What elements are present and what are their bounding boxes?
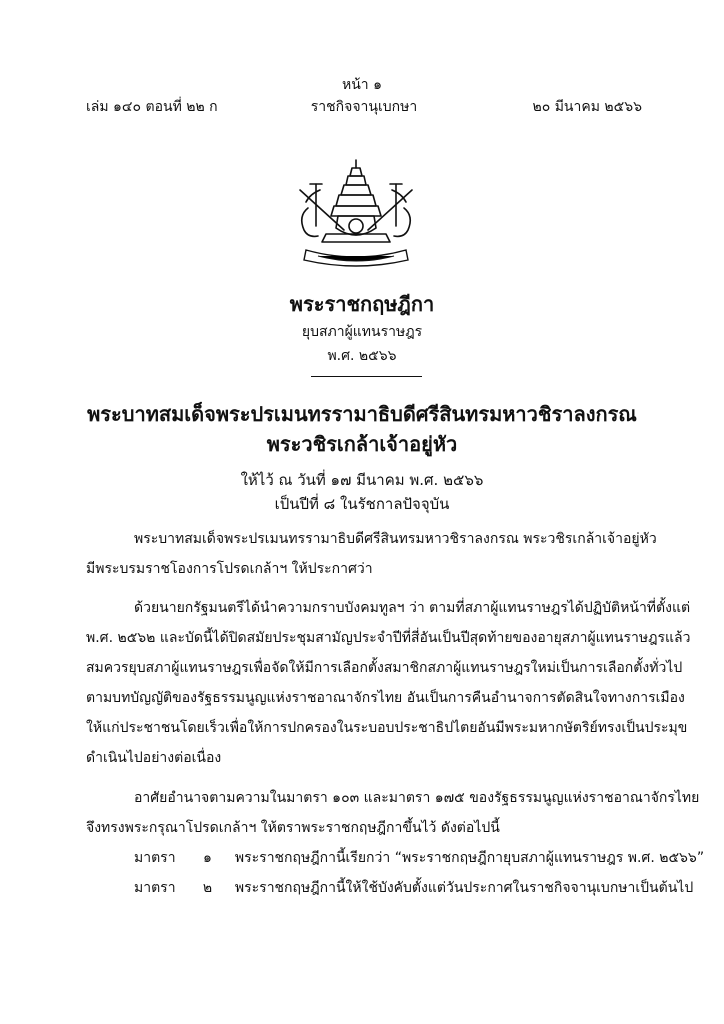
king-name-line2: พระวชิรเกล้าเจ้าอยู่หัว <box>266 432 458 456</box>
gazette-name: ราชกิจจานุเบกษา <box>310 99 418 115</box>
decree-subject: ยุบสภาผู้แทนราษฎร <box>301 324 423 340</box>
page-number: หน้า ๑ <box>342 77 382 93</box>
section-number: ๒ <box>202 880 213 896</box>
section-text: พระราชกฤษฎีกานี้เรียกว่า “พระราชกฤษฎีกายุบสภาผู้แทนราษฎร พ.ศ. ๒๕๖๖” <box>234 850 705 866</box>
paragraph-line: อาศัยอำนาจตามความในมาตรา ๑๐๓ และมาตรา ๑๗๕ ของรัฐธรรมนูญแห่งราชอาณาจักรไทย <box>134 790 700 806</box>
section-label: มาตรา <box>134 880 176 896</box>
king-name-line1: พระบาทสมเด็จพระปรเมนทรรามาธิบดีศรีสินทรมหาวชิราลงกรณ <box>87 402 637 426</box>
paragraph-line: ตามบทบัญญัติของรัฐธรรมนูญแห่งราชอาณาจักรไทย อันเป็นการคืนอำนาจการตัดสินใจทางการเมือง <box>86 690 685 706</box>
volume-issue: เล่ม ๑๔๐ ตอนที่ ๒๒ ก <box>86 99 218 115</box>
paragraph-line: พระบาทสมเด็จพระปรเมนทรรามาธิบดีศรีสินทรมหาวชิราลงกรณ พระวชิรเกล้าเจ้าอยู่หัว <box>134 531 657 547</box>
given-date: ให้ไว้ ณ วันที่ ๑๗ มีนาคม พ.ศ. ๒๕๖๖ <box>240 471 484 489</box>
paragraph-line: จึงทรงพระกรุณาโปรดเกล้าฯ ให้ตราพระราชกฤษฎีกาขึ้นไว้ ดังต่อไปนี้ <box>86 820 500 836</box>
publication-date: ๒๐ มีนาคม ๒๕๖๖ <box>532 99 642 115</box>
paragraph-line: ให้แก่ประชาชนโดยเร็วเพื่อให้การปกครองในระบอบประชาธิปไตยอันมีพระมหากษัตริย์ทรงเป็นประมุข <box>86 720 688 736</box>
section-text: พระราชกฤษฎีกานี้ให้ใช้บังคับตั้งแต่วันประกาศในราชกิจจานุเบกษาเป็นต้นไป <box>234 880 694 896</box>
decree-title: พระราชกฤษฎีกา <box>289 292 435 316</box>
decree-year: พ.ศ. ๒๕๖๖ <box>327 348 397 364</box>
paragraph-line: ด้วยนายกรัฐมนตรีได้นำความกราบบังคมทูลฯ ว่า ตามที่สภาผู้แทนราษฎรได้ปฏิบัติหน้าที่ตั้งแต่ <box>134 600 691 616</box>
gazette-header <box>86 96 642 116</box>
section-label: มาตรา <box>134 850 176 866</box>
royal-emblem-icon <box>286 156 426 272</box>
section-2 <box>134 878 694 898</box>
paragraph-line: พ.ศ. ๒๕๖๒ และบัดนี้ได้ปิดสมัยประชุมสามัญประจำปีที่สี่อันเป็นปีสุดท้ายของอายุสภาผู้แทนราษฎรแล้ว <box>86 630 691 646</box>
section-1 <box>134 848 705 868</box>
title-divider <box>311 376 422 377</box>
reign-year: เป็นปีที่ ๘ ในรัชกาลปัจจุบัน <box>274 495 450 513</box>
section-number: ๑ <box>203 850 212 866</box>
paragraph-line: มีพระบรมราชโองการโปรดเกล้าฯ ให้ประกาศว่า <box>86 561 373 577</box>
paragraph-line: ดำเนินไปอย่างต่อเนื่อง <box>86 750 222 766</box>
paragraph-line: สมควรยุบสภาผู้แทนราษฎรเพื่อจัดให้มีการเลือกตั้งสมาชิกสภาผู้แทนราษฎรใหม่เป็นการเลือกตั้งทั่วไป <box>86 660 683 676</box>
